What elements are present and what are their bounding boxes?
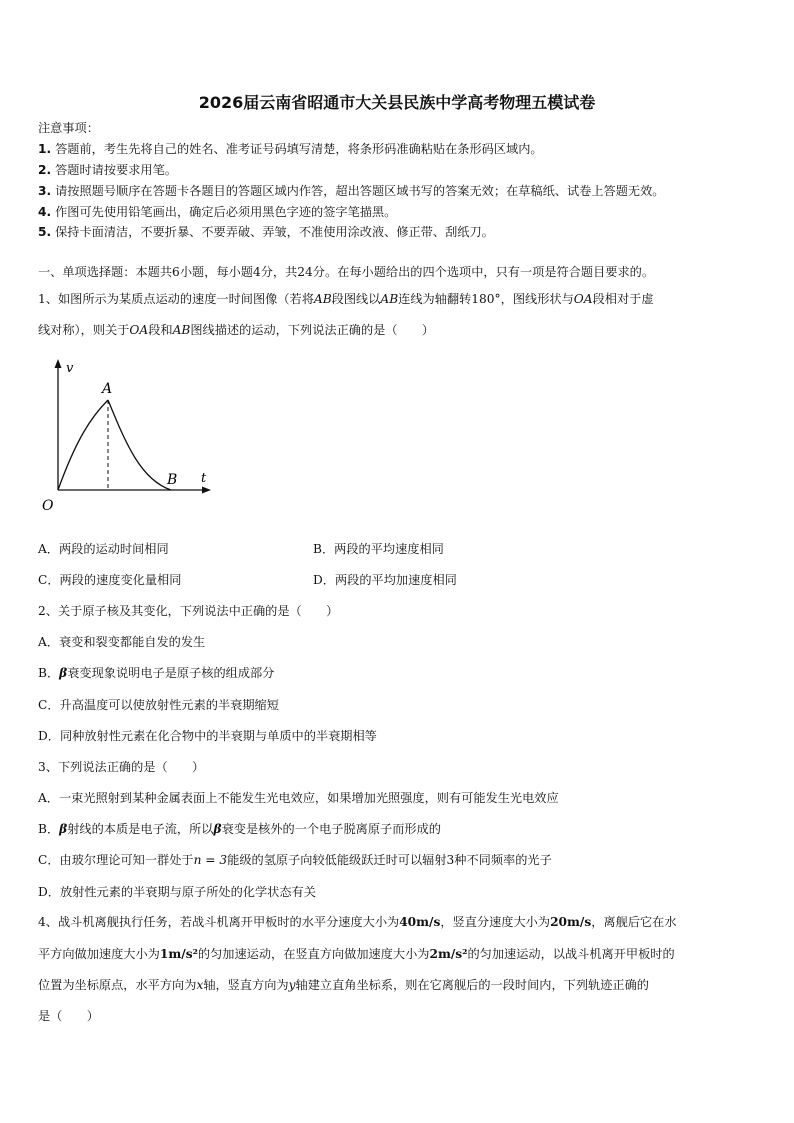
q2-option-c: C．升高温度可以使放射性元素的半衰期缩短 <box>38 698 279 712</box>
q1-option-d: D．两段的平均加速度相同 <box>313 573 457 587</box>
t-axis-arrow <box>202 487 211 494</box>
q1-option-c: C．两段的速度变化量相同 <box>38 573 182 587</box>
note-item <box>38 204 396 220</box>
q3-option-d: D．放射性元素的半衰期与原子所处的化学状态有关 <box>38 885 316 899</box>
q1-text: ，图线形状与 <box>500 292 574 306</box>
beta-symbol: β <box>59 666 68 680</box>
t-label: t <box>201 471 207 486</box>
y-axis-symbol: y <box>288 978 296 992</box>
q4-text: ，竖直分速度大小为 <box>440 915 551 929</box>
q2-option-a: A．衰变和裂变都能自发的发生 <box>38 635 206 649</box>
x-axis-symbol: x <box>196 978 204 992</box>
option-letter: B． <box>38 822 60 836</box>
option-text: 衰变是核外的一个电子脱离原子而形成的 <box>221 822 441 836</box>
q4-stem-line3 <box>38 977 649 993</box>
q4-stem-line2 <box>38 946 675 962</box>
point-a-label: A <box>102 381 113 397</box>
q1-option-a: A．两段的运动时间相同 <box>38 542 169 556</box>
q4-text: 位置为坐标原点，水平方向为 <box>38 978 197 992</box>
q1-ab-label: AB <box>172 323 191 337</box>
point-b-label: B <box>167 472 178 488</box>
q4-text: 的匀加速运动，在竖直方向做加速度大小为 <box>197 947 430 961</box>
q2-stem: 2、关于原子核及其变化，下列说法中正确的是（ ） <box>38 604 339 618</box>
note-item <box>38 183 665 199</box>
q3-option-a: A．一束光照射到某种金属表面上不能发生光电效应，如果增加光照强度，则有可能发生光电效应 <box>38 791 559 805</box>
note-number: 5. <box>38 225 52 239</box>
option-text: 射线的本质是电子流，所以 <box>67 822 214 836</box>
q3-option-c <box>38 852 552 868</box>
q1-oa-label: OA <box>129 323 149 337</box>
q4-text: 4、战斗机离舰执行任务，若战斗机离开甲板时的水平分速度大小为 <box>38 915 400 929</box>
q4-horizontal-speed: 40m/s <box>399 915 441 929</box>
option-letter: B． <box>38 666 60 680</box>
note-text: 请按照题号顺序在答题卡各题目的答题区域内作答，超出答题区域书写的答案无效；在草稿纸、试卷上答题无效。 <box>55 184 665 198</box>
q4-stem-line4: 是（ ） <box>38 1009 99 1023</box>
q1-text: 线对称），则关于 <box>38 323 130 337</box>
note-text: 作图可先使用铅笔画出，确定后必须用黑色字迹的签字笔描黑。 <box>55 205 397 219</box>
velocity-time-graph <box>36 352 216 518</box>
q1-ab-label: AB <box>313 292 332 306</box>
q4-text: 轴建立直角坐标系，则在它离舰后的一段时间内，下列轨迹正确的 <box>295 978 649 992</box>
n-equals: n = 3 <box>193 853 228 867</box>
q1-oa-label: OA <box>573 292 593 306</box>
exam-title: 2026届云南省昭通市大关县民族中学高考物理五模试卷 <box>198 93 596 112</box>
q4-text: 轴，竖直方向为 <box>203 978 289 992</box>
q4-vertical-accel: 2m/s² <box>429 947 468 961</box>
q1-text: 1、如图所示为某质点运动的速度一时间图像（若将 <box>38 292 314 306</box>
option-text: 能级的氢原子向较低能级跃迁时可以辐射3种不同频率的光子 <box>227 853 552 867</box>
note-item <box>38 224 494 240</box>
note-number: 4. <box>38 205 52 219</box>
note-item <box>38 162 177 178</box>
q4-text: 平方向做加速度大小为 <box>38 947 160 961</box>
q4-text: 的匀加速运动，以战斗机离开甲板时的 <box>467 947 675 961</box>
q1-text: 连线为轴翻转 <box>398 292 472 306</box>
segment-ab <box>108 400 171 490</box>
q1-ab-label: AB <box>380 292 399 306</box>
q3-stem: 3、下列说法正确的是（ ） <box>38 760 205 774</box>
q1-text: 段图线以 <box>331 292 381 306</box>
note-number: 3. <box>38 184 52 198</box>
q4-text: ，离舰后它在水 <box>591 915 677 929</box>
note-number: 2. <box>38 163 52 177</box>
q2-option-b <box>38 665 274 681</box>
q2-option-d: D．同种放射性元素在化合物中的半衰期与单质中的半衰期相等 <box>38 729 377 743</box>
note-text: 保持卡面清洁，不要折暴、不要弄破、弄皱，不准使用涂改液、修正带、刮纸刀。 <box>55 225 494 239</box>
option-text: C．由玻尔理论可知一群处于 <box>38 853 194 867</box>
origin-label: O <box>42 498 54 514</box>
q4-vertical-speed: 20m/s <box>550 915 592 929</box>
note-text: 答题前，考生先将自己的姓名、准考证号码填写清楚，将条形码准确粘贴在条形码区域内。 <box>55 142 543 156</box>
q4-horizontal-accel: 1m/s² <box>159 947 198 961</box>
v-label: v <box>66 361 74 376</box>
q1-text: 图线描述的运动，下列说法正确的是（ ） <box>190 323 435 337</box>
q1-stem-line1 <box>38 291 654 307</box>
option-text: 衰变现象说明电子是原子核的组成部分 <box>67 666 275 680</box>
beta-symbol: β <box>213 822 222 836</box>
q3-option-b <box>38 821 441 837</box>
note-number: 1. <box>38 142 52 156</box>
q1-angle: 180° <box>471 292 501 306</box>
q1-option-b: B．两段的平均速度相同 <box>313 542 444 556</box>
segment-oa <box>58 400 108 490</box>
notes-heading: 注意事项： <box>38 121 99 135</box>
q1-text: 段和 <box>148 323 173 337</box>
v-axis-arrow <box>55 359 62 368</box>
note-item <box>38 141 543 157</box>
q4-stem-line1 <box>38 914 677 930</box>
q1-stem-line2 <box>38 322 434 338</box>
beta-symbol: β <box>59 822 68 836</box>
q1-text: 段相对于虚 <box>592 292 654 306</box>
note-text: 答题时请按要求用笔。 <box>55 163 177 177</box>
section-heading: 一、单项选择题：本题共6小题，每小题4分，共24分。在每小题给出的四个选项中，只有一项是符合题目要求的。 <box>38 265 655 279</box>
